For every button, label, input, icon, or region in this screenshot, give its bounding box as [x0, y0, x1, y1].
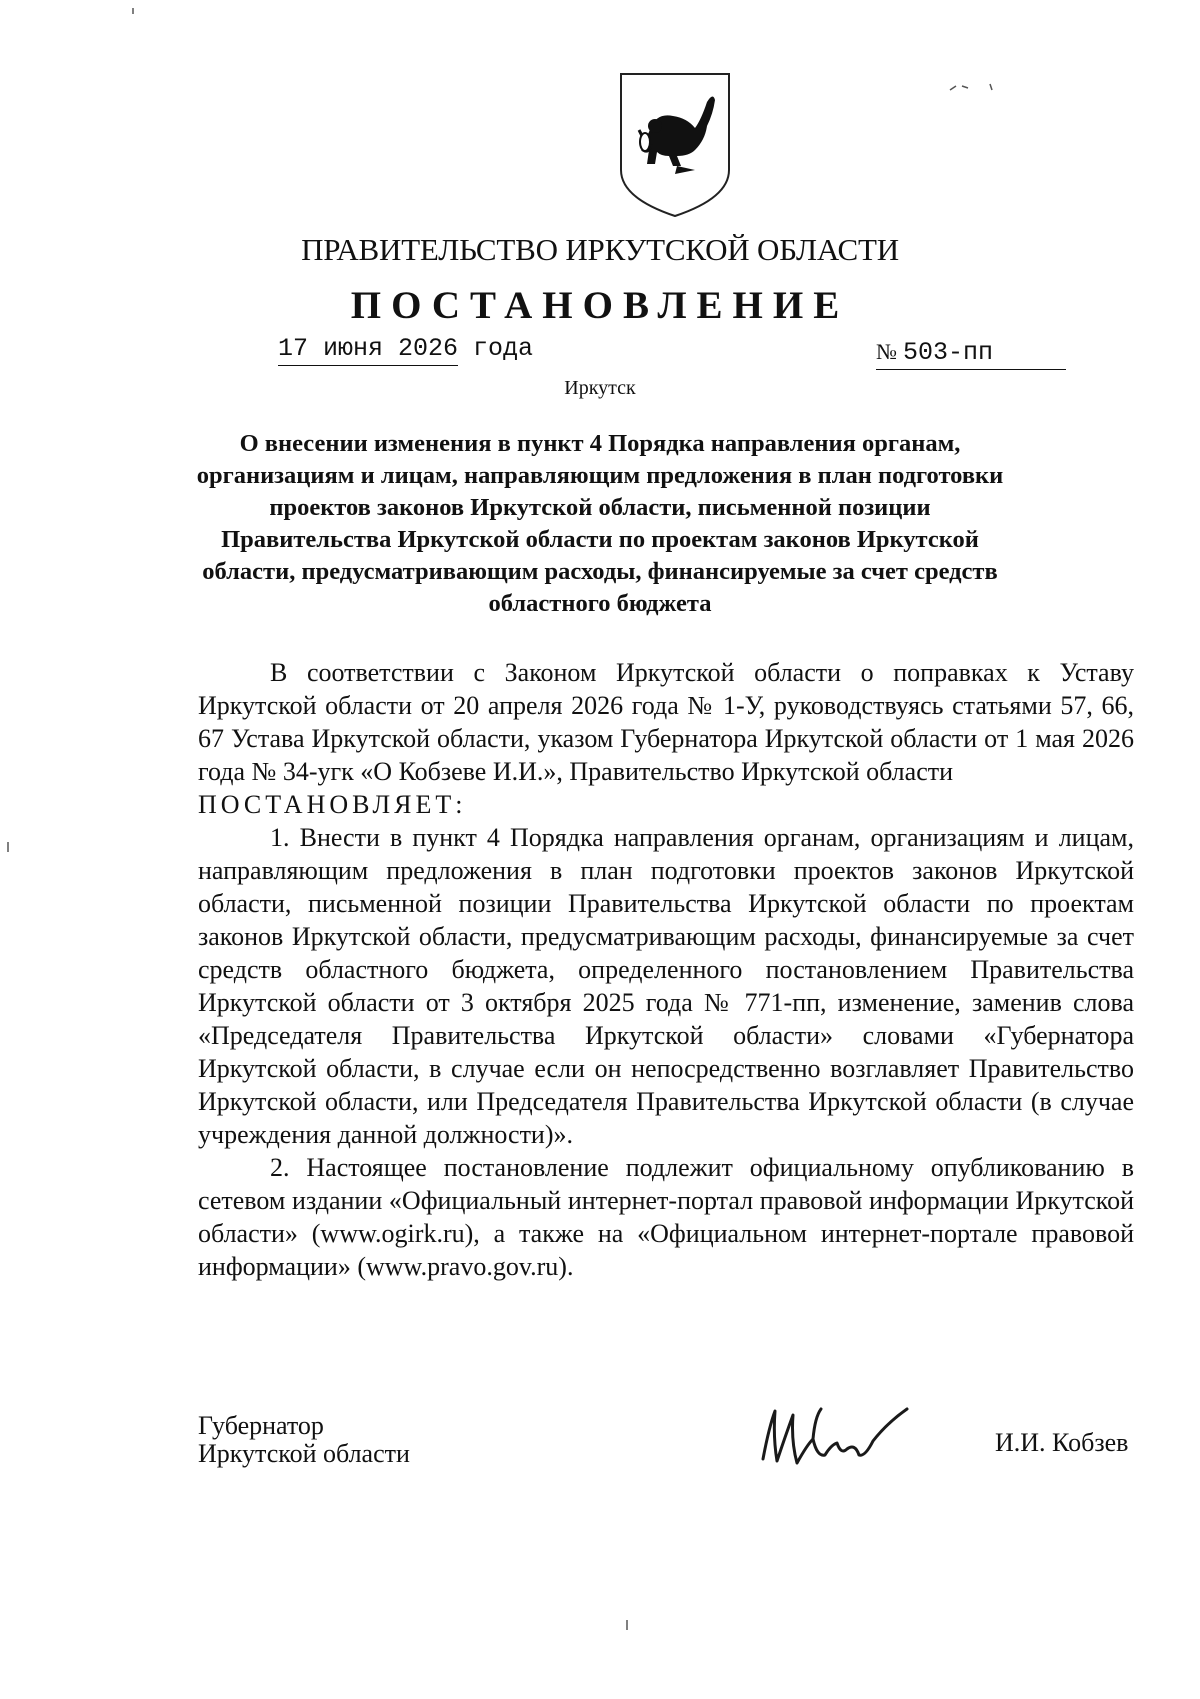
- city: Иркутск: [564, 377, 636, 399]
- sable-coat-of-arms-icon: [615, 70, 735, 220]
- document-type: ПОСТАНОВЛЕНИЕ: [350, 284, 850, 327]
- signatory-role-line-2: Иркутской области: [198, 1439, 410, 1468]
- document-number: [876, 338, 1066, 370]
- document-title: О внесении изменения в пункт 4 Порядка направления органам, организациям и лицам, направляющим предложения в план подготовки проектов законов Иркутской области, письменной позиции Правительства Иркутской области по проектам законов Иркутской области, предусматривающим расходы, финансируемые за счет средств областного бюджета: [196, 430, 1004, 617]
- date-suffix: года: [458, 334, 534, 363]
- preamble-paragraph: В соответствии с Законом Иркутской области о поправках к Уставу Иркутской области от 20 апреля 2026 года № 1-У, руководствуясь статьями 57, 66, 67 Устава Иркутской области, указом Губернатора Иркутской области от 1 мая 2026 года № 34-угк «О Кобзеве И.И.», Правительство Иркутской области: [198, 658, 1134, 786]
- item-1-paragraph: 1. Внести в пункт 4 Порядка направления органам, организациям и лицам, направляющим предложения в план подготовки проектов законов Иркутской области, письменной позиции Правительства Иркутской области по проектам законов Иркутской области, предусматривающим расходы, финансируемые за счет средств областного бюджета, определенного постановлением Правительства Иркутской области от 3 октября 2025 года № 771-пп, изменение, заменив слова «Председателя Правительства Иркутской области» словами «Губернатора Иркутской области, в случае если он непосредственно возглавляет Правительство Иркутской области, или Председателя Правительства Иркутской области (в случае учреждения данной должности)».: [198, 823, 1134, 1149]
- signatory-role-line-1: Губернатор: [198, 1411, 324, 1440]
- item-2-paragraph: 2. Настоящее постановление подлежит официальному опубликованию в сетевом издании «Официальный интернет-портал правовой информации Иркутской области» (www.ogirk.ru), а также на «Официальном интернет-портале правовой информации» (www.pravo.gov.ru).: [198, 1153, 1134, 1281]
- number-sign: №: [876, 339, 897, 364]
- handwritten-signature: [755, 1397, 925, 1477]
- date-value: 17 июня 2026: [278, 334, 458, 366]
- document-body: [198, 656, 1134, 1283]
- number-value: 503-пп: [903, 338, 994, 367]
- signatory-name: И.И. Кобзев: [995, 1428, 1129, 1457]
- resolves-word: ПОСТАНОВЛЯЕТ:: [198, 790, 467, 819]
- document-date: [278, 334, 533, 366]
- signatory-role: [198, 1412, 410, 1468]
- organization-title: ПРАВИТЕЛЬСТВО ИРКУТСКОЙ ОБЛАСТИ: [301, 232, 899, 267]
